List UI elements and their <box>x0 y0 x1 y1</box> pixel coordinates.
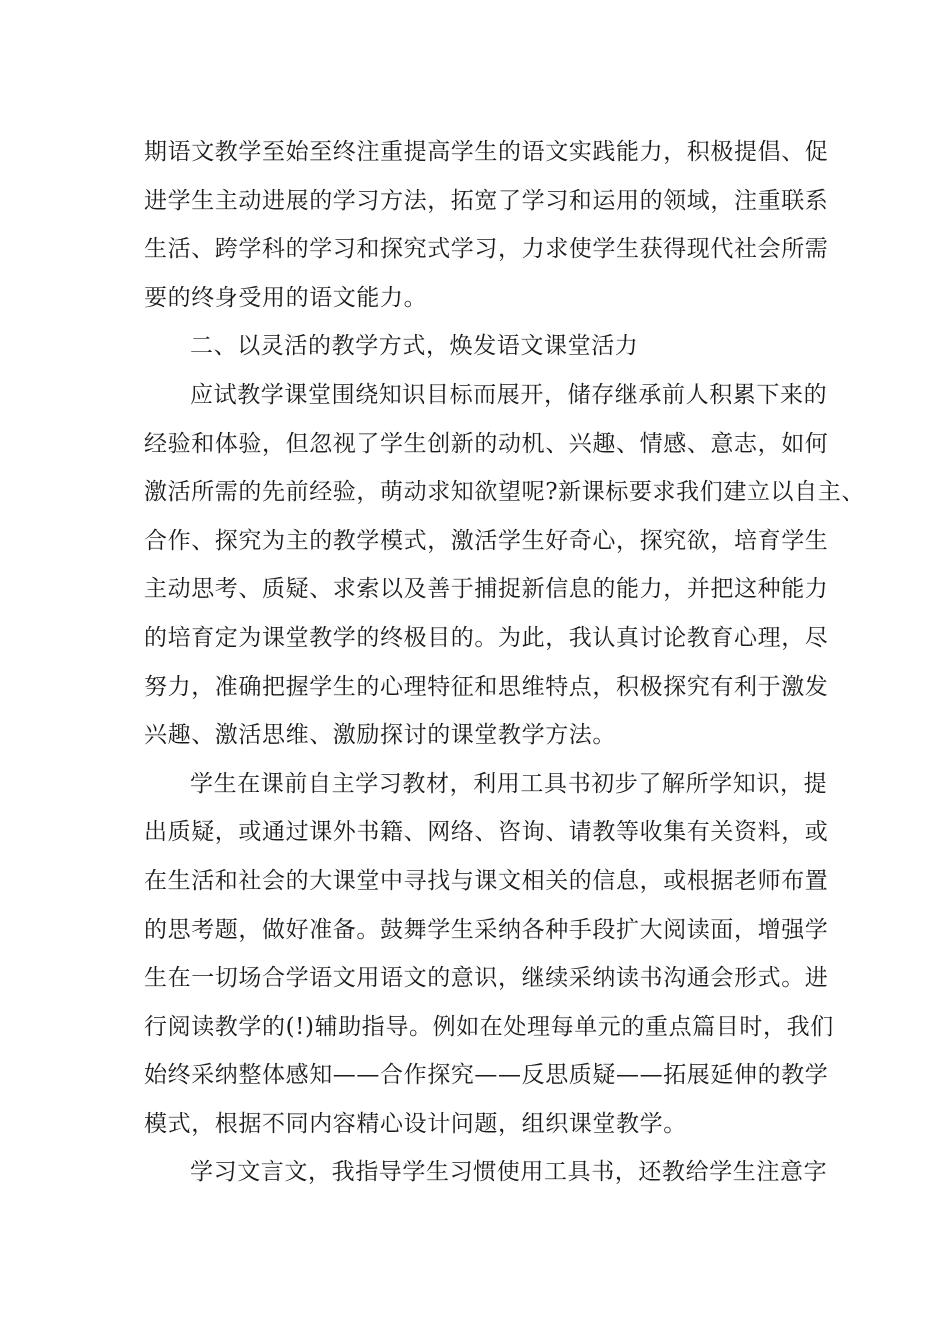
text-line: 激活所需的先前经验，萌动求知欲望呢?新课标要求我们建立以自主、 <box>144 479 865 506</box>
text-line: 要的终身受用的语文能力。 <box>144 284 428 311</box>
text-line: 行阅读教学的(!)辅助指导。例如在处理每单元的重点篇目时，我们 <box>144 1013 834 1040</box>
text-line: 兴趣、激活思维、激励探讨的课堂教学方法。 <box>144 722 616 749</box>
body-text <box>144 128 865 1197</box>
text-line: 合作、探究为主的教学模式，激活学生好奇心，探究欲，培育学生 <box>144 527 829 554</box>
text-line: 努力，准确把握学生的心理特征和思维特点，积极探究有利于激发 <box>144 673 829 700</box>
text-line: 经验和体验，但忽视了学生创新的动机、兴趣、情感、意志，如何 <box>144 430 829 457</box>
section-heading: 二、以灵活的教学方式，焕发语文课堂活力 <box>190 333 639 360</box>
text-line: 在生活和社会的大课堂中寻找与课文相关的信息，或根据老师布置 <box>144 867 829 894</box>
text-line: 生活、跨学科的学习和探究式学习，力求使学生获得现代社会所需 <box>144 236 829 263</box>
text-line: 主动思考、质疑、求索以及善于捕捉新信息的能力，并把这种能力 <box>144 576 829 603</box>
text-line: 出质疑，或通过课外书籍、网络、咨询、请教等收集有关资料，或 <box>144 819 829 846</box>
text-line: 的思考题，做好准备。鼓舞学生采纳各种手段扩大阅读面，增强学 <box>144 916 829 943</box>
text-line: 学生在课前自主学习教材，利用工具书初步了解所学知识，提 <box>190 770 828 797</box>
text-line: 进学生主动进展的学习方法，拓宽了学习和运用的领域，注重联系 <box>144 187 829 214</box>
text-line: 期语文教学至始至终注重提高学生的语文实践能力，积极提倡、促 <box>144 139 829 165</box>
text-line: 模式，根据不同内容精心设计问题，组织课堂教学。 <box>144 1110 687 1137</box>
text-line: 生在一切场合学语文用语文的意识，继续采纳读书沟通会形式。进 <box>144 965 829 992</box>
text-line: 学习文言文，我指导学生习惯使用工具书，还教给学生注意字 <box>190 1159 828 1186</box>
text-line: 应试教学课堂围绕知识目标而展开，储存继承前人积累下来的 <box>190 381 828 408</box>
text-line: 始终采纳整体感知——合作探究——反思质疑——拓展延伸的教学 <box>144 1062 829 1089</box>
text-line: 的培育定为课堂教学的终极目的。为此，我认真讨论教育心理，尽 <box>144 624 829 651</box>
